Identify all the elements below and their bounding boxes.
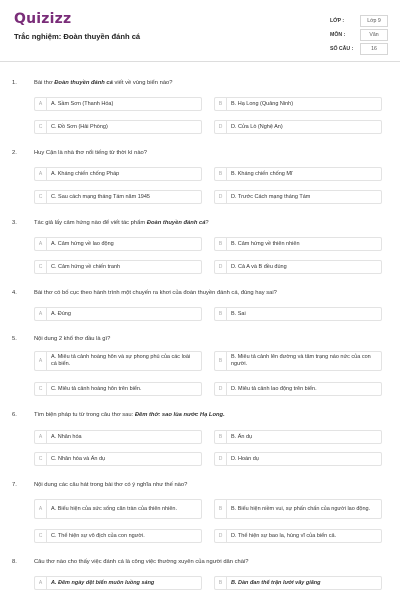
meta-value: 16 <box>360 43 388 55</box>
question-text: Nội dung 2 khổ thơ đầu là gì? <box>34 336 111 342</box>
option-text: D. Cửa Lò (Nghệ An) <box>231 123 283 130</box>
answer-option-d[interactable] <box>214 260 382 274</box>
question-number: 7. <box>12 482 17 488</box>
option-text: A. Biểu hiện của sức sống căn tràn của thiên nhiên. <box>51 505 177 512</box>
option-text: A. Sầm Sơn (Thanh Hóa) <box>51 100 114 107</box>
answer-option-d[interactable] <box>214 382 382 396</box>
meta-label: MÔN : <box>330 32 346 38</box>
option-key: B <box>215 308 227 320</box>
option-text: D. Hoán dụ <box>231 455 259 462</box>
question-number: 6. <box>12 412 17 418</box>
option-text: C. Nhân hóa và Ẩn dụ <box>51 455 106 462</box>
option-key: D <box>215 261 227 273</box>
answer-option-a[interactable] <box>34 97 202 111</box>
answer-option-c[interactable] <box>34 190 202 204</box>
option-key: A <box>35 352 47 370</box>
option-key: A <box>35 308 47 320</box>
option-key: A <box>35 98 47 110</box>
option-text: C. Thể hiện sự vô địch của con người. <box>51 532 145 539</box>
option-key: B <box>215 238 227 250</box>
option-text: D. Trước Cách mạng tháng Tám <box>231 193 311 200</box>
option-text: B. Kháng chiến chống Mĩ <box>231 170 293 177</box>
option-key: C <box>35 121 47 133</box>
question-text: Tìm biện pháp tu từ trong câu thơ sau: Đêm thở: sao lùa nước Hạ Long. <box>34 412 225 418</box>
answer-option-c[interactable] <box>34 120 202 134</box>
question-text: Bài thơ có bố cục theo hành trình một chuyến ra khơi của đoàn thuyền đánh cá, đúng hay sai? <box>34 290 277 296</box>
option-text: A. Đúng <box>51 310 71 317</box>
meta-value: Lớp 9 <box>360 15 388 27</box>
answer-option-c[interactable] <box>34 529 202 543</box>
option-text: D. Cả A và B đều đúng <box>231 263 287 270</box>
worksheet-title: Trắc nghiệm: Đoàn thuyền đánh cá <box>14 32 141 41</box>
option-key: C <box>35 530 47 542</box>
option-key: D <box>215 530 227 542</box>
answer-option-d[interactable] <box>214 529 382 543</box>
answer-option-a[interactable] <box>34 307 202 321</box>
option-text: B. Dàn đan thế trận lưới vây giăng <box>231 579 321 586</box>
answer-option-c[interactable] <box>34 260 202 274</box>
option-text: B. Cảm hứng về thiên nhiên <box>231 240 300 247</box>
option-text: D. Thể hiện sự bao la, hùng vĩ của biển cả. <box>231 532 337 539</box>
option-key: D <box>215 191 227 203</box>
option-text: B. Sai <box>231 310 246 317</box>
question-text: Nội dung các câu hát trong bài thơ có ý nghĩa như thế nào? <box>34 482 188 488</box>
option-key: B <box>215 431 227 443</box>
answer-option-b[interactable] <box>214 499 382 519</box>
question-number: 1. <box>12 80 17 86</box>
option-text: A. Nhân hóa <box>51 433 82 440</box>
option-key: B <box>215 168 227 180</box>
question-number: 2. <box>12 150 17 156</box>
meta-label: LỚP : <box>330 18 345 24</box>
meta-question-count <box>330 43 390 55</box>
option-key: B <box>215 500 227 518</box>
answer-option-b[interactable] <box>214 167 382 181</box>
meta-label: SỐ CÂU : <box>330 46 354 52</box>
question-text: Tác giả lấy cảm hứng nào để viết tác phẩm Đoàn thuyền đánh cá? <box>34 220 209 226</box>
answer-option-c[interactable] <box>34 452 202 466</box>
answer-option-a[interactable] <box>34 430 202 444</box>
answer-option-d[interactable] <box>214 452 382 466</box>
option-text: C. Miêu tả cảnh hoàng hôn trên biển. <box>51 385 142 392</box>
option-text: B. Miêu tả cảnh lên đường và tâm trạng náo nức của con người. <box>231 354 371 367</box>
option-key: B <box>215 98 227 110</box>
option-key: A <box>35 238 47 250</box>
answer-option-c[interactable] <box>34 382 202 396</box>
question-text: Câu thơ nào cho thấy việc đánh cá là công việc thường xuyên của người dân chài? <box>34 559 249 565</box>
answer-option-a[interactable] <box>34 499 202 519</box>
answer-option-b[interactable] <box>214 307 382 321</box>
option-key: B <box>215 577 227 589</box>
worksheet-header <box>0 0 400 62</box>
option-text: C. Sau cách mạng tháng Tám năm 1945 <box>51 193 150 200</box>
option-key: D <box>215 383 227 395</box>
option-key: C <box>35 453 47 465</box>
option-text: B. Hạ Long (Quảng Ninh) <box>231 100 294 107</box>
answer-option-b[interactable] <box>214 237 382 251</box>
option-text: D. Miêu tả cảnh lao động trên biển. <box>231 385 317 392</box>
option-text: B. Biểu hiện niềm vui, sự phấn chấn của người lao động. <box>231 505 371 512</box>
option-text: C. Cảm hứng về chiến tranh <box>51 263 121 270</box>
option-key: C <box>35 383 47 395</box>
answer-option-b[interactable] <box>214 97 382 111</box>
option-key: A <box>35 577 47 589</box>
option-key: A <box>35 431 47 443</box>
answer-option-d[interactable] <box>214 120 382 134</box>
answer-option-a[interactable] <box>34 237 202 251</box>
option-text: A. Kháng chiến chống Pháp <box>51 170 120 177</box>
meta-value: Văn <box>360 29 388 41</box>
option-key: A <box>35 500 47 518</box>
meta-subject <box>330 29 390 41</box>
answer-option-b[interactable] <box>214 576 382 590</box>
answer-option-a[interactable] <box>34 351 202 371</box>
question-number: 4. <box>12 290 17 296</box>
option-text: A. Đêm ngày dệt biển muôn luồng sáng <box>51 579 155 586</box>
option-key: D <box>215 121 227 133</box>
question-number: 5. <box>12 336 17 342</box>
option-key: A <box>35 168 47 180</box>
answer-option-d[interactable] <box>214 190 382 204</box>
question-text: Huy Cận là nhà thơ nổi tiếng từ thời kì nào? <box>34 150 147 156</box>
answer-option-b[interactable] <box>214 430 382 444</box>
quizizz-logo: Quizizz <box>14 11 72 27</box>
option-text: A. Miêu tả cảnh hoàng hôn và sự phong phú của các loài cá biển. <box>51 354 191 367</box>
question-number: 8. <box>12 559 17 565</box>
option-key: D <box>215 453 227 465</box>
option-key: C <box>35 191 47 203</box>
answer-option-a[interactable] <box>34 576 202 590</box>
option-text: B. Ẩn dụ <box>231 433 253 440</box>
option-text: A. Cảm hứng về lao động <box>51 240 114 247</box>
meta-grade <box>330 15 390 27</box>
answer-option-b[interactable] <box>214 351 382 371</box>
option-key: C <box>35 261 47 273</box>
option-text: C. Đồ Sơn (Hải Phòng) <box>51 123 108 130</box>
option-key: B <box>215 352 227 370</box>
question-text: Bài thơ Đoàn thuyền đánh cá viết về vùng biển nào? <box>34 80 173 86</box>
answer-option-a[interactable] <box>34 167 202 181</box>
question-number: 3. <box>12 220 17 226</box>
